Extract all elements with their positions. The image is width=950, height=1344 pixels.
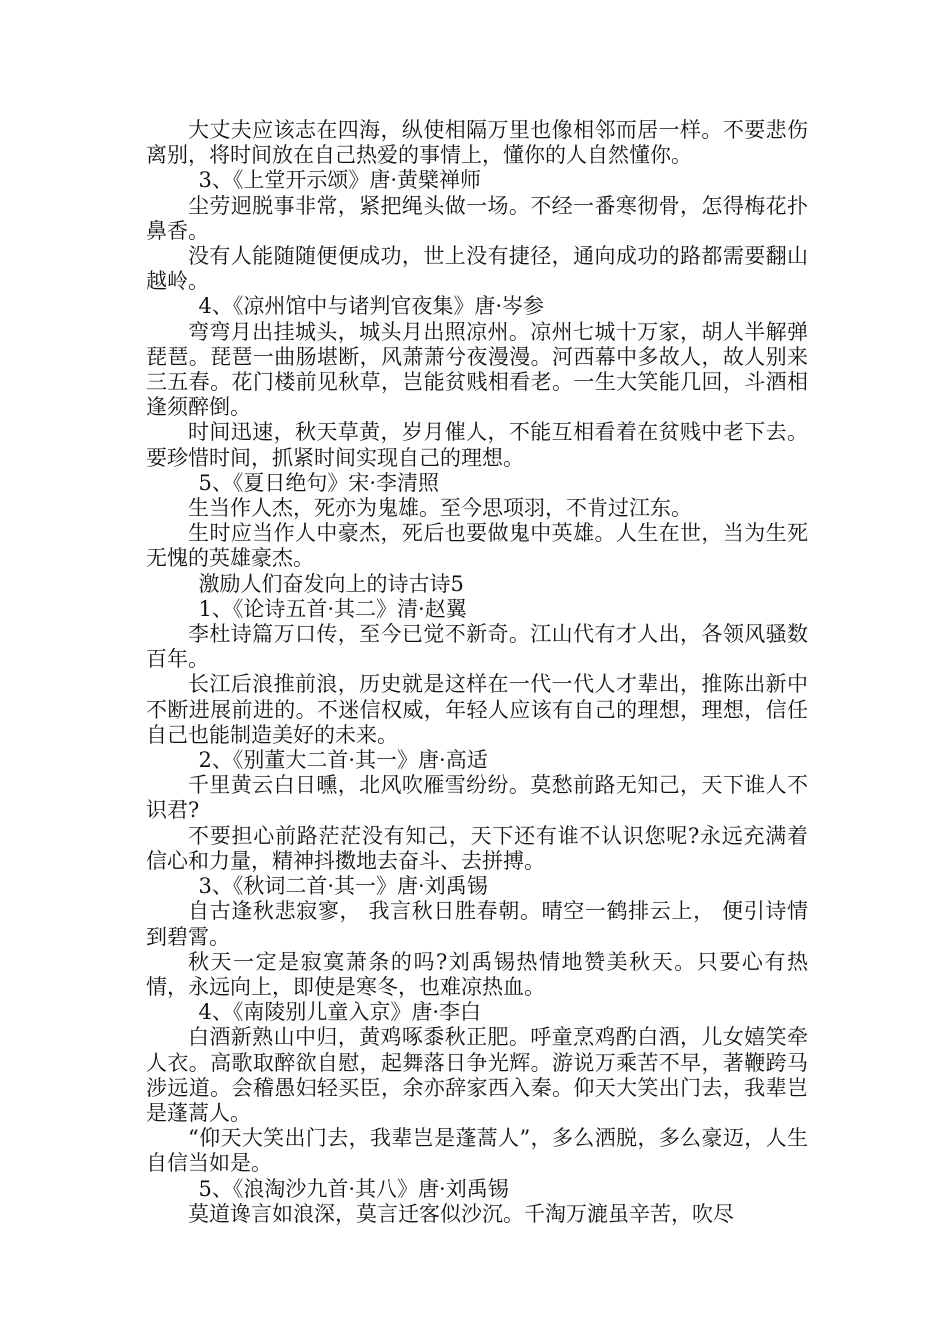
section-title: 激励人们奋发向上的诗古诗5 [198, 571, 464, 596]
paragraph: 没有人能随随便便成功，世上没有捷径，通向成功的路都需要翻山越岭。 [146, 244, 808, 294]
paragraph: 时间迅速，秋天草黄，岁月催人，不能互相看着在贫贱中老下去。要珍惜时间，抓紧时间实现自己的理想。 [146, 420, 808, 470]
poem-text: 弯弯月出挂城头，城头月出照凉州。凉州七城十万家，胡人半解弹琵琶。琵琶一曲肠堪断，风萧萧兮夜漫漫。河西幕中多故人，故人别来三五春。花门楼前见秋草，岂能贫贱相看老。一生大笑能几回，斗酒相逢须醉倒。 [146, 319, 808, 420]
poem-text: 莫道谗言如浪深，莫言迁客似沙沉。千淘万漉虽辛苦，吹尽 [188, 1201, 734, 1226]
document-page [146, 118, 808, 1227]
paragraph: 长江后浪推前浪，历史就是这样在一代一代人才辈出，推陈出新中不断进展前进的。不迷信权威，年轻人应该有自己的理想，理想，信任自己也能制造美好的未来。 [146, 672, 808, 747]
poem-heading: 5、《夏日绝句》宋·李清照 [198, 470, 440, 495]
poem-text: 尘劳迥脱事非常，紧把绳头做一场。不经一番寒彻骨，怎得梅花扑鼻香。 [146, 193, 808, 243]
poem-heading: 4、《凉州馆中与诸判官夜集》唐·岑参 [198, 294, 545, 319]
poem-heading: 4、《南陵别儿童入京》唐·李白 [198, 1000, 482, 1025]
paragraph: “仰天大笑出门去，我辈岂是蓬蒿人”，多么洒脱，多么豪迈，人生自信当如是。 [146, 1126, 808, 1176]
poem-heading: 3、《上堂开示颂》唐·黄檗禅师 [198, 168, 482, 193]
paragraph: 生时应当作人中豪杰，死后也要做鬼中英雄。人生在世，当为生死无愧的英雄豪杰。 [146, 521, 808, 571]
poem-text: 自古逢秋悲寂寥， 我言秋日胜春朝。晴空一鹤排云上， 便引诗情到碧霄。 [146, 899, 808, 949]
poem-text: 生当作人杰，死亦为鬼雄。至今思项羽，不肯过江东。 [188, 496, 692, 521]
poem-text: 千里黄云白日曛，北风吹雁雪纷纷。莫愁前路无知己，天下谁人不识君? [146, 773, 808, 823]
paragraph: 大丈夫应该志在四海，纵使相隔万里也像相邻而居一样。不要悲伤离别，将时间放在自己热爱的事情上，懂你的人自然懂你。 [146, 118, 808, 168]
paragraph: 秋天一定是寂寞萧条的吗?刘禹锡热情地赞美秋天。只要心有热情，永远向上，即使是寒冬，也难凉热血。 [146, 949, 808, 999]
poem-heading: 1、《论诗五首·其二》清·赵翼 [198, 596, 467, 621]
paragraph: 不要担心前路茫茫没有知己，天下还有谁不认识您呢?永远充满着信心和力量，精神抖擞地去奋斗、去拼搏。 [146, 823, 808, 873]
poem-heading: 3、《秋词二首·其一》唐·刘禹锡 [198, 874, 488, 899]
poem-text: 李杜诗篇万口传，至今已觉不新奇。江山代有才人出，各领风骚数百年。 [146, 622, 808, 672]
poem-heading: 2、《别董大二首·其一》唐·高适 [198, 748, 488, 773]
poem-heading: 5、《浪淘沙九首·其八》唐·刘禹锡 [198, 1176, 509, 1201]
poem-text: 白酒新熟山中归，黄鸡啄黍秋正肥。呼童烹鸡酌白酒，儿女嬉笑牵人衣。高歌取醉欲自慰，起舞落日争光辉。游说万乘苦不早，著鞭跨马涉远道。会稽愚妇轻买臣，余亦辞家西入秦。仰天大笑出门去，我辈岂是蓬蒿人。 [146, 1025, 808, 1125]
